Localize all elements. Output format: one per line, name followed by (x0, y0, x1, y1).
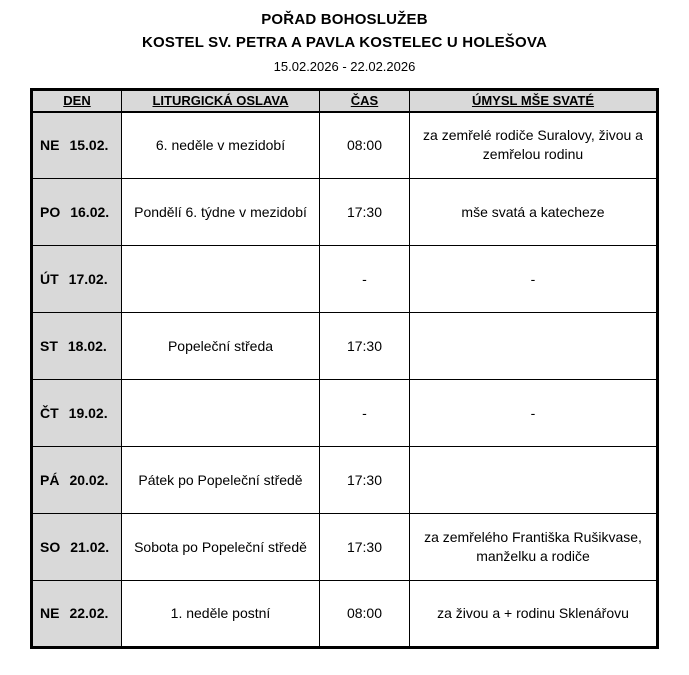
day-cell (32, 313, 122, 380)
day-cell (32, 380, 122, 447)
page-subtitle: KOSTEL SV. PETRA A PAVLA KOSTELEC U HOLEŠOVA (142, 34, 547, 52)
schedule-table (30, 88, 659, 649)
day-abbr: PÁ (40, 471, 60, 488)
celebration-cell: Sobota po Popeleční středě (122, 514, 320, 581)
intention-cell: za zemřelého Františka Rušikvase, manželku a rodiče (410, 514, 658, 581)
date-range: 15.02.2026 - 22.02.2026 (273, 58, 416, 74)
day-cell (32, 447, 122, 514)
intention-cell: - (410, 380, 658, 447)
day-abbr: NE (40, 136, 60, 153)
column-header-den: DEN (32, 90, 122, 112)
time-cell: 17:30 (320, 179, 410, 246)
day-date: 15.02. (69, 136, 109, 153)
day-date: 22.02. (69, 605, 109, 622)
intention-cell (410, 447, 658, 514)
day-date: 17.02. (68, 270, 108, 287)
celebration-cell (122, 246, 320, 313)
column-header-cas: ČAS (320, 90, 410, 112)
celebration-cell: 6. neděle v mezidobí (122, 112, 320, 179)
header-row (32, 90, 658, 112)
day-abbr: ST (40, 337, 58, 354)
day-cell (32, 246, 122, 313)
column-header-umysl: ÚMYSL MŠE SVATÉ (410, 90, 658, 112)
celebration-cell: 1. neděle postní (122, 581, 320, 648)
celebration-cell: Pátek po Popeleční středě (122, 447, 320, 514)
time-cell: 17:30 (320, 447, 410, 514)
table-row (32, 581, 658, 648)
day-cell (32, 581, 122, 648)
table-row (32, 246, 658, 313)
time-cell: 17:30 (320, 514, 410, 581)
day-abbr: ÚT (40, 270, 59, 287)
table-row (32, 313, 658, 380)
time-cell: 08:00 (320, 581, 410, 648)
day-date: 18.02. (67, 337, 107, 354)
time-cell: - (320, 246, 410, 313)
day-abbr: ČT (40, 404, 59, 421)
day-date: 19.02. (68, 404, 108, 421)
intention-cell (410, 313, 658, 380)
table-row (32, 447, 658, 514)
day-abbr: NE (40, 605, 60, 622)
day-date: 21.02. (70, 538, 110, 555)
time-cell: - (320, 380, 410, 447)
day-cell (32, 514, 122, 581)
table-row (32, 380, 658, 447)
day-cell (32, 112, 122, 179)
intention-cell: mše svatá a katecheze (410, 179, 658, 246)
celebration-cell (122, 380, 320, 447)
intention-cell: za živou a + rodinu Sklenářovu (410, 581, 658, 648)
intention-cell: za zemřelé rodiče Suralovy, živou a zemřelou rodinu (410, 112, 658, 179)
day-abbr: PO (40, 203, 61, 220)
intention-cell: - (410, 246, 658, 313)
time-cell: 17:30 (320, 313, 410, 380)
day-date: 20.02. (69, 471, 109, 488)
time-cell: 08:00 (320, 112, 410, 179)
day-abbr: SO (40, 538, 61, 555)
day-date: 16.02. (70, 203, 110, 220)
page-header (0, 10, 689, 75)
page-title: POŘAD BOHOSLUŽEB (261, 11, 428, 28)
celebration-cell: Pondělí 6. týdne v mezidobí (122, 179, 320, 246)
table-row (32, 179, 658, 246)
column-header-liturgicka-oslava: LITURGICKÁ OSLAVA (122, 90, 320, 112)
table-row (32, 514, 658, 581)
day-cell (32, 179, 122, 246)
table-row (32, 112, 658, 179)
celebration-cell: Popeleční středa (122, 313, 320, 380)
